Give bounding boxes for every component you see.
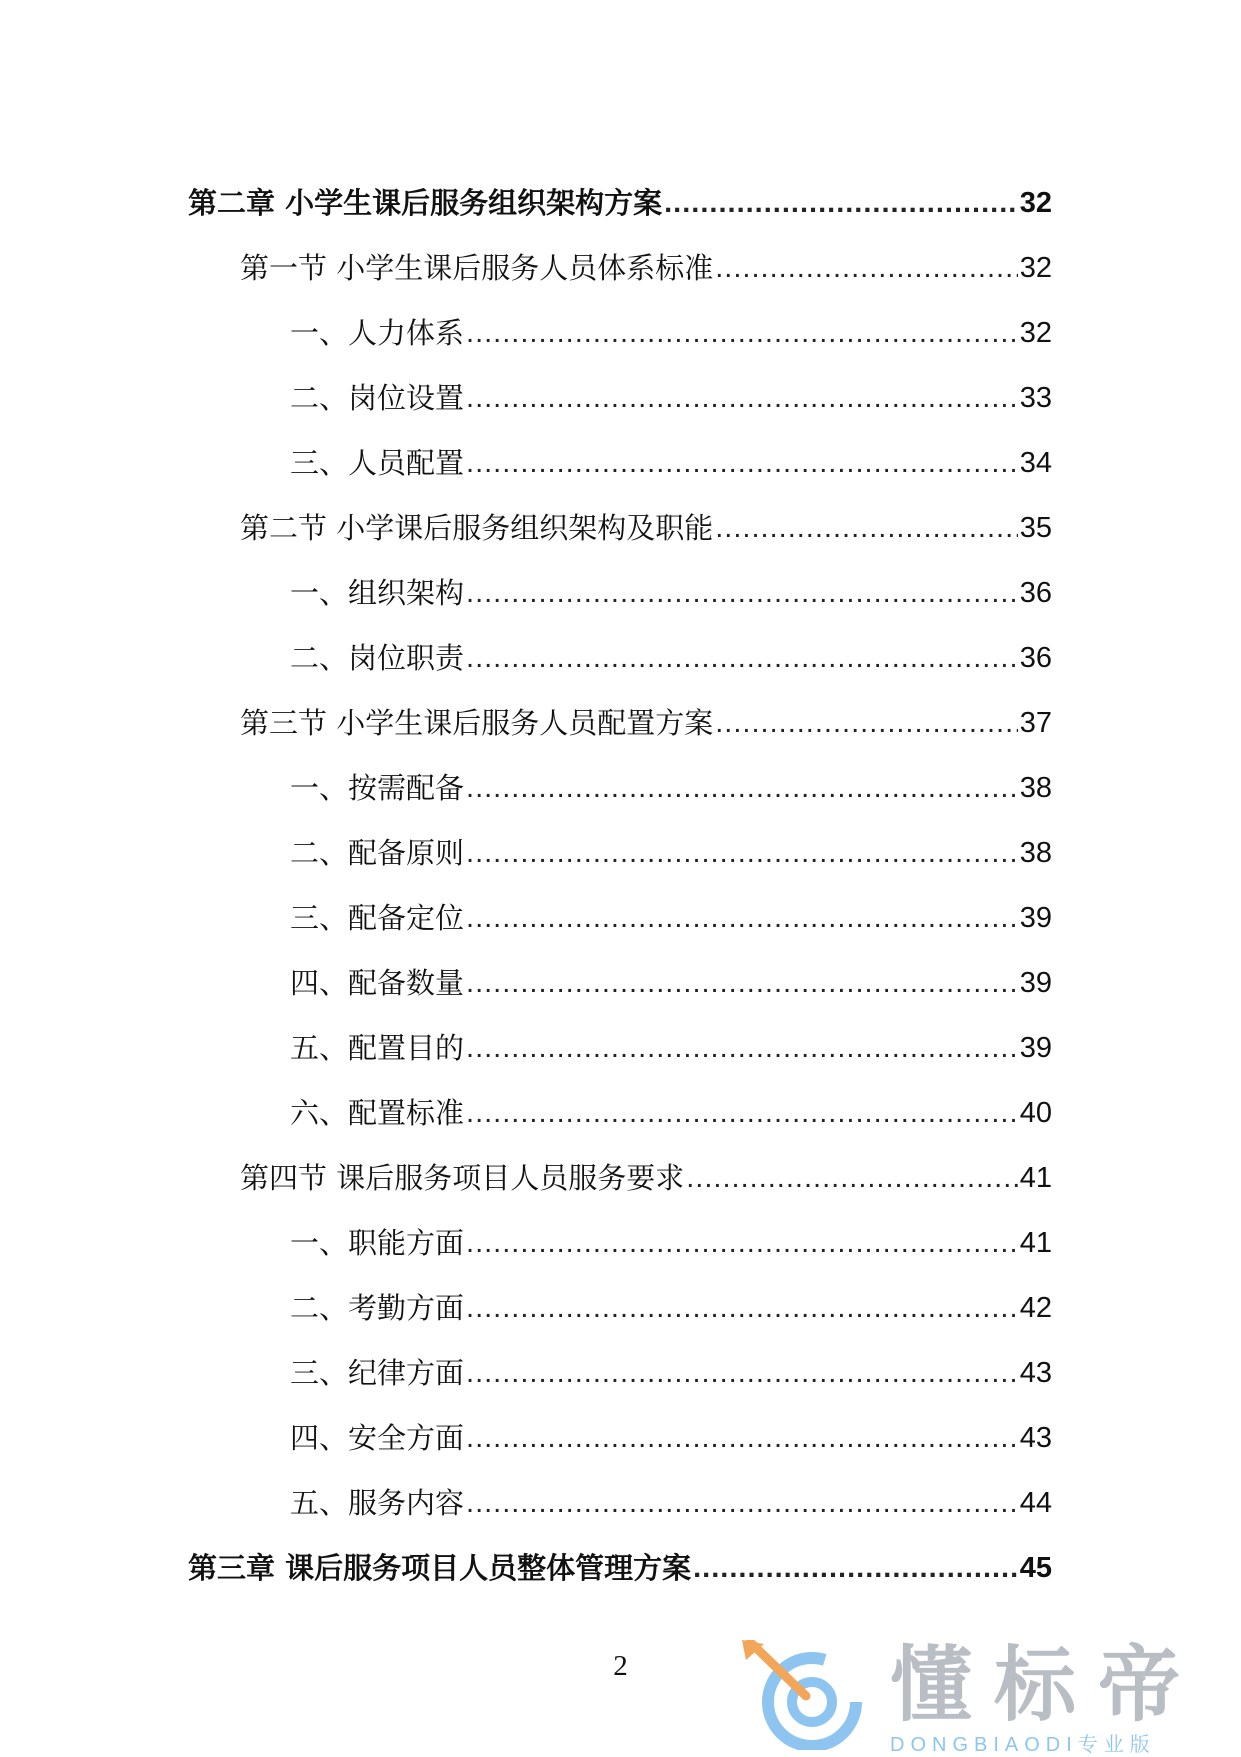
watermark-subtitle: DONGBIAODI专业版 [890, 1734, 1156, 1756]
dot-leader [715, 706, 1018, 740]
toc-entry-title: 第二节 小学课后服务组织架构及职能 [240, 510, 714, 545]
toc-entry-title: 五、服务内容 [290, 1485, 465, 1520]
toc-entry-title: 一、职能方面 [290, 1225, 465, 1260]
toc-entry-title: 四、配备数量 [290, 965, 465, 1000]
target-arrow-icon [740, 1640, 870, 1750]
toc-entry[interactable] [0, 300, 1052, 365]
table-of-contents [0, 170, 1241, 1600]
toc-entry[interactable] [0, 1405, 1052, 1470]
toc-entry[interactable] [0, 430, 1052, 495]
dot-leader [466, 836, 1018, 870]
toc-entry-page: 32 [1019, 251, 1052, 284]
dot-leader [466, 1486, 1018, 1520]
dot-leader [466, 1356, 1018, 1390]
toc-entry-page: 35 [1019, 511, 1052, 544]
toc-entry-page: 45 [1019, 1551, 1052, 1584]
dot-leader [715, 251, 1018, 285]
toc-entry-title: 二、考勤方面 [290, 1290, 465, 1325]
dot-leader [466, 316, 1018, 350]
toc-entry-title: 三、纪律方面 [290, 1355, 465, 1390]
dot-leader [466, 576, 1018, 610]
toc-entry[interactable] [0, 235, 1052, 300]
toc-entry-page: 33 [1019, 381, 1052, 414]
dot-leader [466, 1226, 1018, 1260]
dot-leader [466, 901, 1018, 935]
toc-entry-title: 第一节 小学生课后服务人员体系标准 [240, 250, 714, 285]
toc-entry-page: 37 [1019, 706, 1052, 739]
toc-entry-title: 四、安全方面 [290, 1420, 465, 1455]
toc-entry-page: 36 [1019, 641, 1052, 674]
toc-entry-page: 34 [1019, 446, 1052, 479]
toc-entry[interactable] [0, 1340, 1052, 1405]
toc-entry[interactable] [0, 820, 1052, 885]
toc-entry-page: 38 [1019, 771, 1052, 804]
toc-entry-title: 二、岗位设置 [290, 380, 465, 415]
watermark [740, 1638, 1230, 1756]
toc-entry[interactable] [0, 1015, 1052, 1080]
toc-entry-page: 38 [1019, 836, 1052, 869]
toc-entry-title: 三、配备定位 [290, 900, 465, 935]
toc-entry-page: 40 [1019, 1096, 1052, 1129]
dot-leader [466, 641, 1018, 675]
toc-entry[interactable] [0, 495, 1052, 560]
toc-entry[interactable] [0, 1470, 1052, 1535]
toc-entry[interactable] [0, 1210, 1052, 1275]
toc-entry-title: 六、配置标准 [290, 1095, 465, 1130]
toc-entry-title: 一、组织架构 [290, 575, 465, 610]
toc-entry-page: 43 [1019, 1421, 1052, 1454]
toc-entry-title: 第三节 小学生课后服务人员配置方案 [240, 705, 714, 740]
toc-entry-page: 43 [1019, 1356, 1052, 1389]
watermark-brand: 懂标帝 [890, 1638, 1203, 1733]
toc-entry[interactable] [0, 1145, 1052, 1210]
dot-leader [715, 511, 1018, 545]
toc-entry[interactable] [0, 950, 1052, 1015]
toc-entry[interactable] [0, 625, 1052, 690]
toc-entry[interactable] [0, 365, 1052, 430]
dot-leader [466, 771, 1018, 805]
toc-entry-title: 二、岗位职责 [290, 640, 465, 675]
dot-leader [466, 1031, 1018, 1065]
dot-leader [466, 1291, 1018, 1325]
toc-entry-page: 42 [1019, 1291, 1052, 1324]
dot-leader [686, 1161, 1018, 1195]
toc-entry[interactable] [0, 1275, 1052, 1340]
dot-leader [664, 186, 1018, 220]
toc-entry-title: 第三章 课后服务项目人员整体管理方案 [188, 1550, 692, 1585]
toc-entry-page: 41 [1019, 1226, 1052, 1259]
toc-entry[interactable] [0, 885, 1052, 950]
toc-entry[interactable] [0, 560, 1052, 625]
toc-entry[interactable] [0, 1080, 1052, 1145]
toc-entry-title: 一、人力体系 [290, 315, 465, 350]
toc-entry-page: 39 [1019, 901, 1052, 934]
toc-entry-title: 第二章 小学生课后服务组织架构方案 [188, 185, 663, 220]
toc-entry-title: 二、配备原则 [290, 835, 465, 870]
toc-entry-page: 41 [1019, 1161, 1052, 1194]
toc-entry-title: 五、配置目的 [290, 1030, 465, 1065]
dot-leader [693, 1551, 1018, 1585]
toc-entry-page: 32 [1019, 316, 1052, 349]
toc-entry[interactable] [0, 690, 1052, 755]
toc-entry-title: 三、人员配置 [290, 445, 465, 480]
toc-entry-page: 39 [1019, 966, 1052, 999]
dot-leader [466, 1421, 1018, 1455]
toc-entry-page: 32 [1019, 186, 1052, 219]
toc-entry-page: 36 [1019, 576, 1052, 609]
toc-entry-title: 一、按需配备 [290, 770, 465, 805]
toc-entry[interactable] [0, 1535, 1052, 1600]
toc-entry[interactable] [0, 170, 1052, 235]
page-number: 2 [613, 1650, 628, 1682]
toc-entry[interactable] [0, 755, 1052, 820]
dot-leader [466, 381, 1018, 415]
dot-leader [466, 446, 1018, 480]
toc-entry-page: 44 [1019, 1486, 1052, 1519]
dot-leader [466, 966, 1018, 1000]
dot-leader [466, 1096, 1018, 1130]
toc-entry-page: 39 [1019, 1031, 1052, 1064]
toc-entry-title: 第四节 课后服务项目人员服务要求 [240, 1160, 685, 1195]
